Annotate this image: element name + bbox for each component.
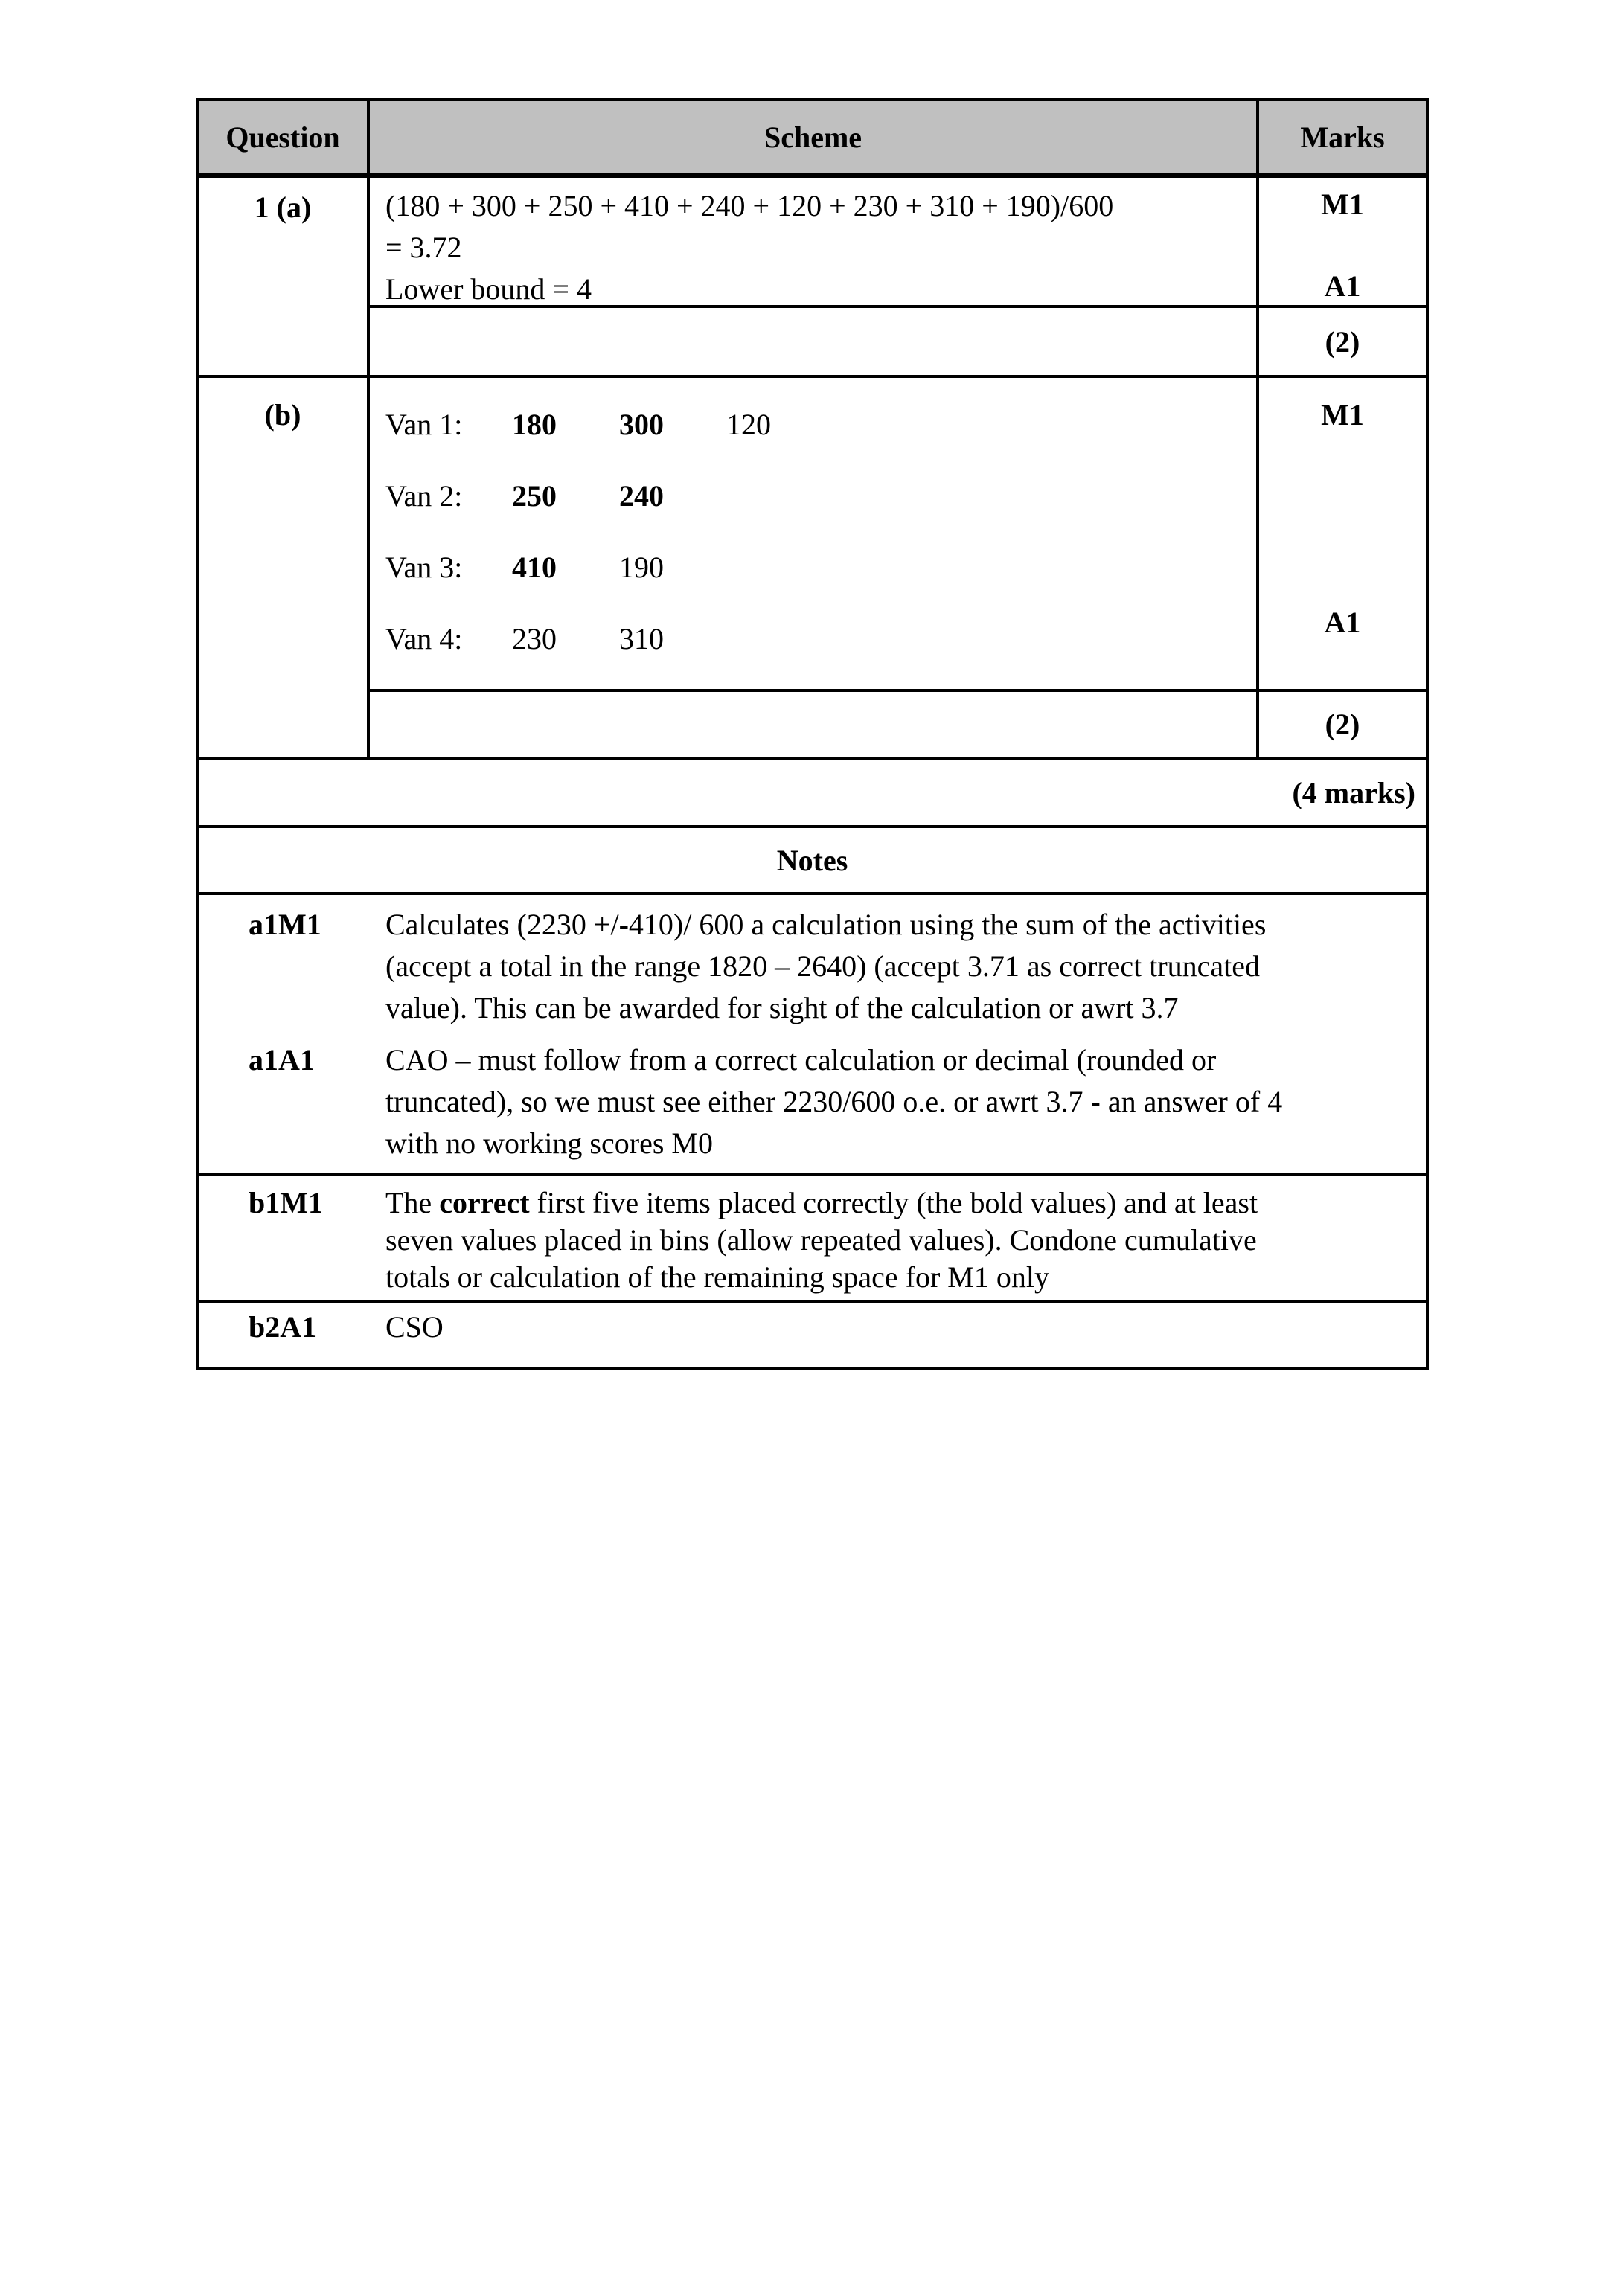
scheme-row-1a <box>370 178 1426 308</box>
note-bold-text: correct <box>439 1186 530 1219</box>
row-question-b <box>199 378 1426 760</box>
van-value: 230 <box>512 622 557 655</box>
subtotal-spacer-1a <box>370 308 1256 375</box>
van-value: 240 <box>619 479 664 513</box>
total-marks-label: (4 marks) <box>1292 775 1415 809</box>
note-line <box>385 987 1398 1029</box>
note-line <box>385 1306 1398 1348</box>
van-value: 310 <box>619 622 664 655</box>
question-cell-1a <box>199 178 367 375</box>
van-value: 190 <box>619 551 664 584</box>
note-text <box>385 904 1398 1029</box>
note-entry <box>199 1039 1426 1164</box>
mark-scheme-table <box>196 98 1429 1370</box>
note-line <box>385 1039 1398 1081</box>
note-line <box>385 1222 1398 1259</box>
note-line <box>385 1259 1398 1296</box>
question-label-b: (b) <box>264 398 301 432</box>
note-label: a1M1 <box>249 908 321 941</box>
van-allocation-list <box>370 378 1256 654</box>
column-header-scheme: Scheme <box>367 101 1256 173</box>
mark-a1-b: A1 <box>1324 606 1361 639</box>
subtotal-1a: (2) <box>1256 308 1426 375</box>
van-value: 250 <box>512 479 557 513</box>
question-cell-b <box>199 378 367 757</box>
scheme-line-result: = 3.72 <box>385 231 462 264</box>
note-plain-text: totals or calculation of the remaining space for M1 only <box>385 1260 1049 1294</box>
van-value: 180 <box>512 408 557 441</box>
note-plain-text: value). This can be awarded for sight of the calculation or awrt 3.7 <box>385 991 1179 1024</box>
note-text <box>385 1039 1398 1164</box>
van-row <box>385 410 1256 440</box>
van-label: Van 4: <box>385 622 463 655</box>
note-line <box>385 1123 1398 1164</box>
note-line <box>385 946 1398 987</box>
scheme-line-calculation: (180 + 300 + 250 + 410 + 240 + 120 + 230 + 310 + 190)/600 <box>385 189 1114 222</box>
row-question-1a <box>199 178 1426 378</box>
van-value: 410 <box>512 551 557 584</box>
total-marks-row <box>199 760 1426 828</box>
van-label: Van 3: <box>385 551 463 584</box>
table-header-row <box>199 101 1426 178</box>
note-plain-text: (accept a total in the range 1820 – 2640) (accept 3.71 as correct truncated <box>385 949 1261 983</box>
notes-header-row <box>199 828 1426 895</box>
column-header-question: Question <box>225 121 340 154</box>
scheme-cell-b <box>370 378 1256 689</box>
note-plain-text: The <box>385 1186 440 1219</box>
scheme-line-lower-bound: Lower bound = 4 <box>385 272 592 306</box>
note-plain-text: with no working scores M0 <box>385 1126 713 1160</box>
note-line <box>385 904 1398 946</box>
note-plain-text: CAO – must follow from a correct calculation or decimal (rounded or <box>385 1043 1217 1077</box>
subtotal-row-1a <box>370 308 1426 375</box>
note-label: a1A1 <box>249 1043 315 1077</box>
van-row <box>385 624 1256 654</box>
scheme-cell-1a <box>370 178 1256 305</box>
van-value: 120 <box>726 408 771 441</box>
notes-row-a <box>199 895 1426 1176</box>
note-text <box>385 1306 1398 1348</box>
note-plain-text: first five items placed correctly (the bold values) and at least <box>529 1186 1258 1219</box>
note-label: b2A1 <box>249 1310 317 1344</box>
scheme-marks-1a <box>367 178 1426 375</box>
question-label-1a: 1 (a) <box>254 190 312 224</box>
mark-m1-b: M1 <box>1321 398 1364 432</box>
note-plain-text: CSO <box>385 1310 444 1344</box>
note-line <box>385 1081 1398 1123</box>
note-plain-text: truncated), so we must see either 2230/600 o.e. or awrt 3.7 - an answer of 4 <box>385 1085 1283 1118</box>
notes-row-b2a1 <box>199 1303 1426 1367</box>
mark-m1-1a: M1 <box>1321 187 1364 221</box>
van-row <box>385 553 1256 583</box>
subtotal-row-b <box>370 692 1426 757</box>
marks-cell-b <box>1256 378 1426 689</box>
note-plain-text: Calculates (2230 +/-410)/ 600 a calculation using the sum of the activities <box>385 908 1267 941</box>
marks-cell-1a <box>1256 178 1426 305</box>
van-value: 300 <box>619 408 664 441</box>
column-header-marks: Marks <box>1256 101 1426 173</box>
note-entry <box>199 1184 1426 1296</box>
mark-a1-1a: A1 <box>1324 269 1361 303</box>
note-entry <box>199 1306 1426 1348</box>
note-entry <box>199 904 1426 1029</box>
scheme-marks-b <box>367 378 1426 757</box>
subtotal-spacer-b <box>370 692 1256 757</box>
note-text <box>385 1184 1398 1296</box>
note-label: b1M1 <box>249 1186 323 1219</box>
notes-title: Notes <box>776 843 848 877</box>
subtotal-b: (2) <box>1256 692 1426 757</box>
note-line <box>385 1184 1398 1222</box>
van-label: Van 2: <box>385 479 463 513</box>
van-label: Van 1: <box>385 408 463 441</box>
van-row <box>385 481 1256 511</box>
scheme-row-b <box>370 378 1426 692</box>
note-plain-text: seven values placed in bins (allow repeated values). Condone cumulative <box>385 1223 1257 1257</box>
notes-row-b1m1 <box>199 1176 1426 1303</box>
